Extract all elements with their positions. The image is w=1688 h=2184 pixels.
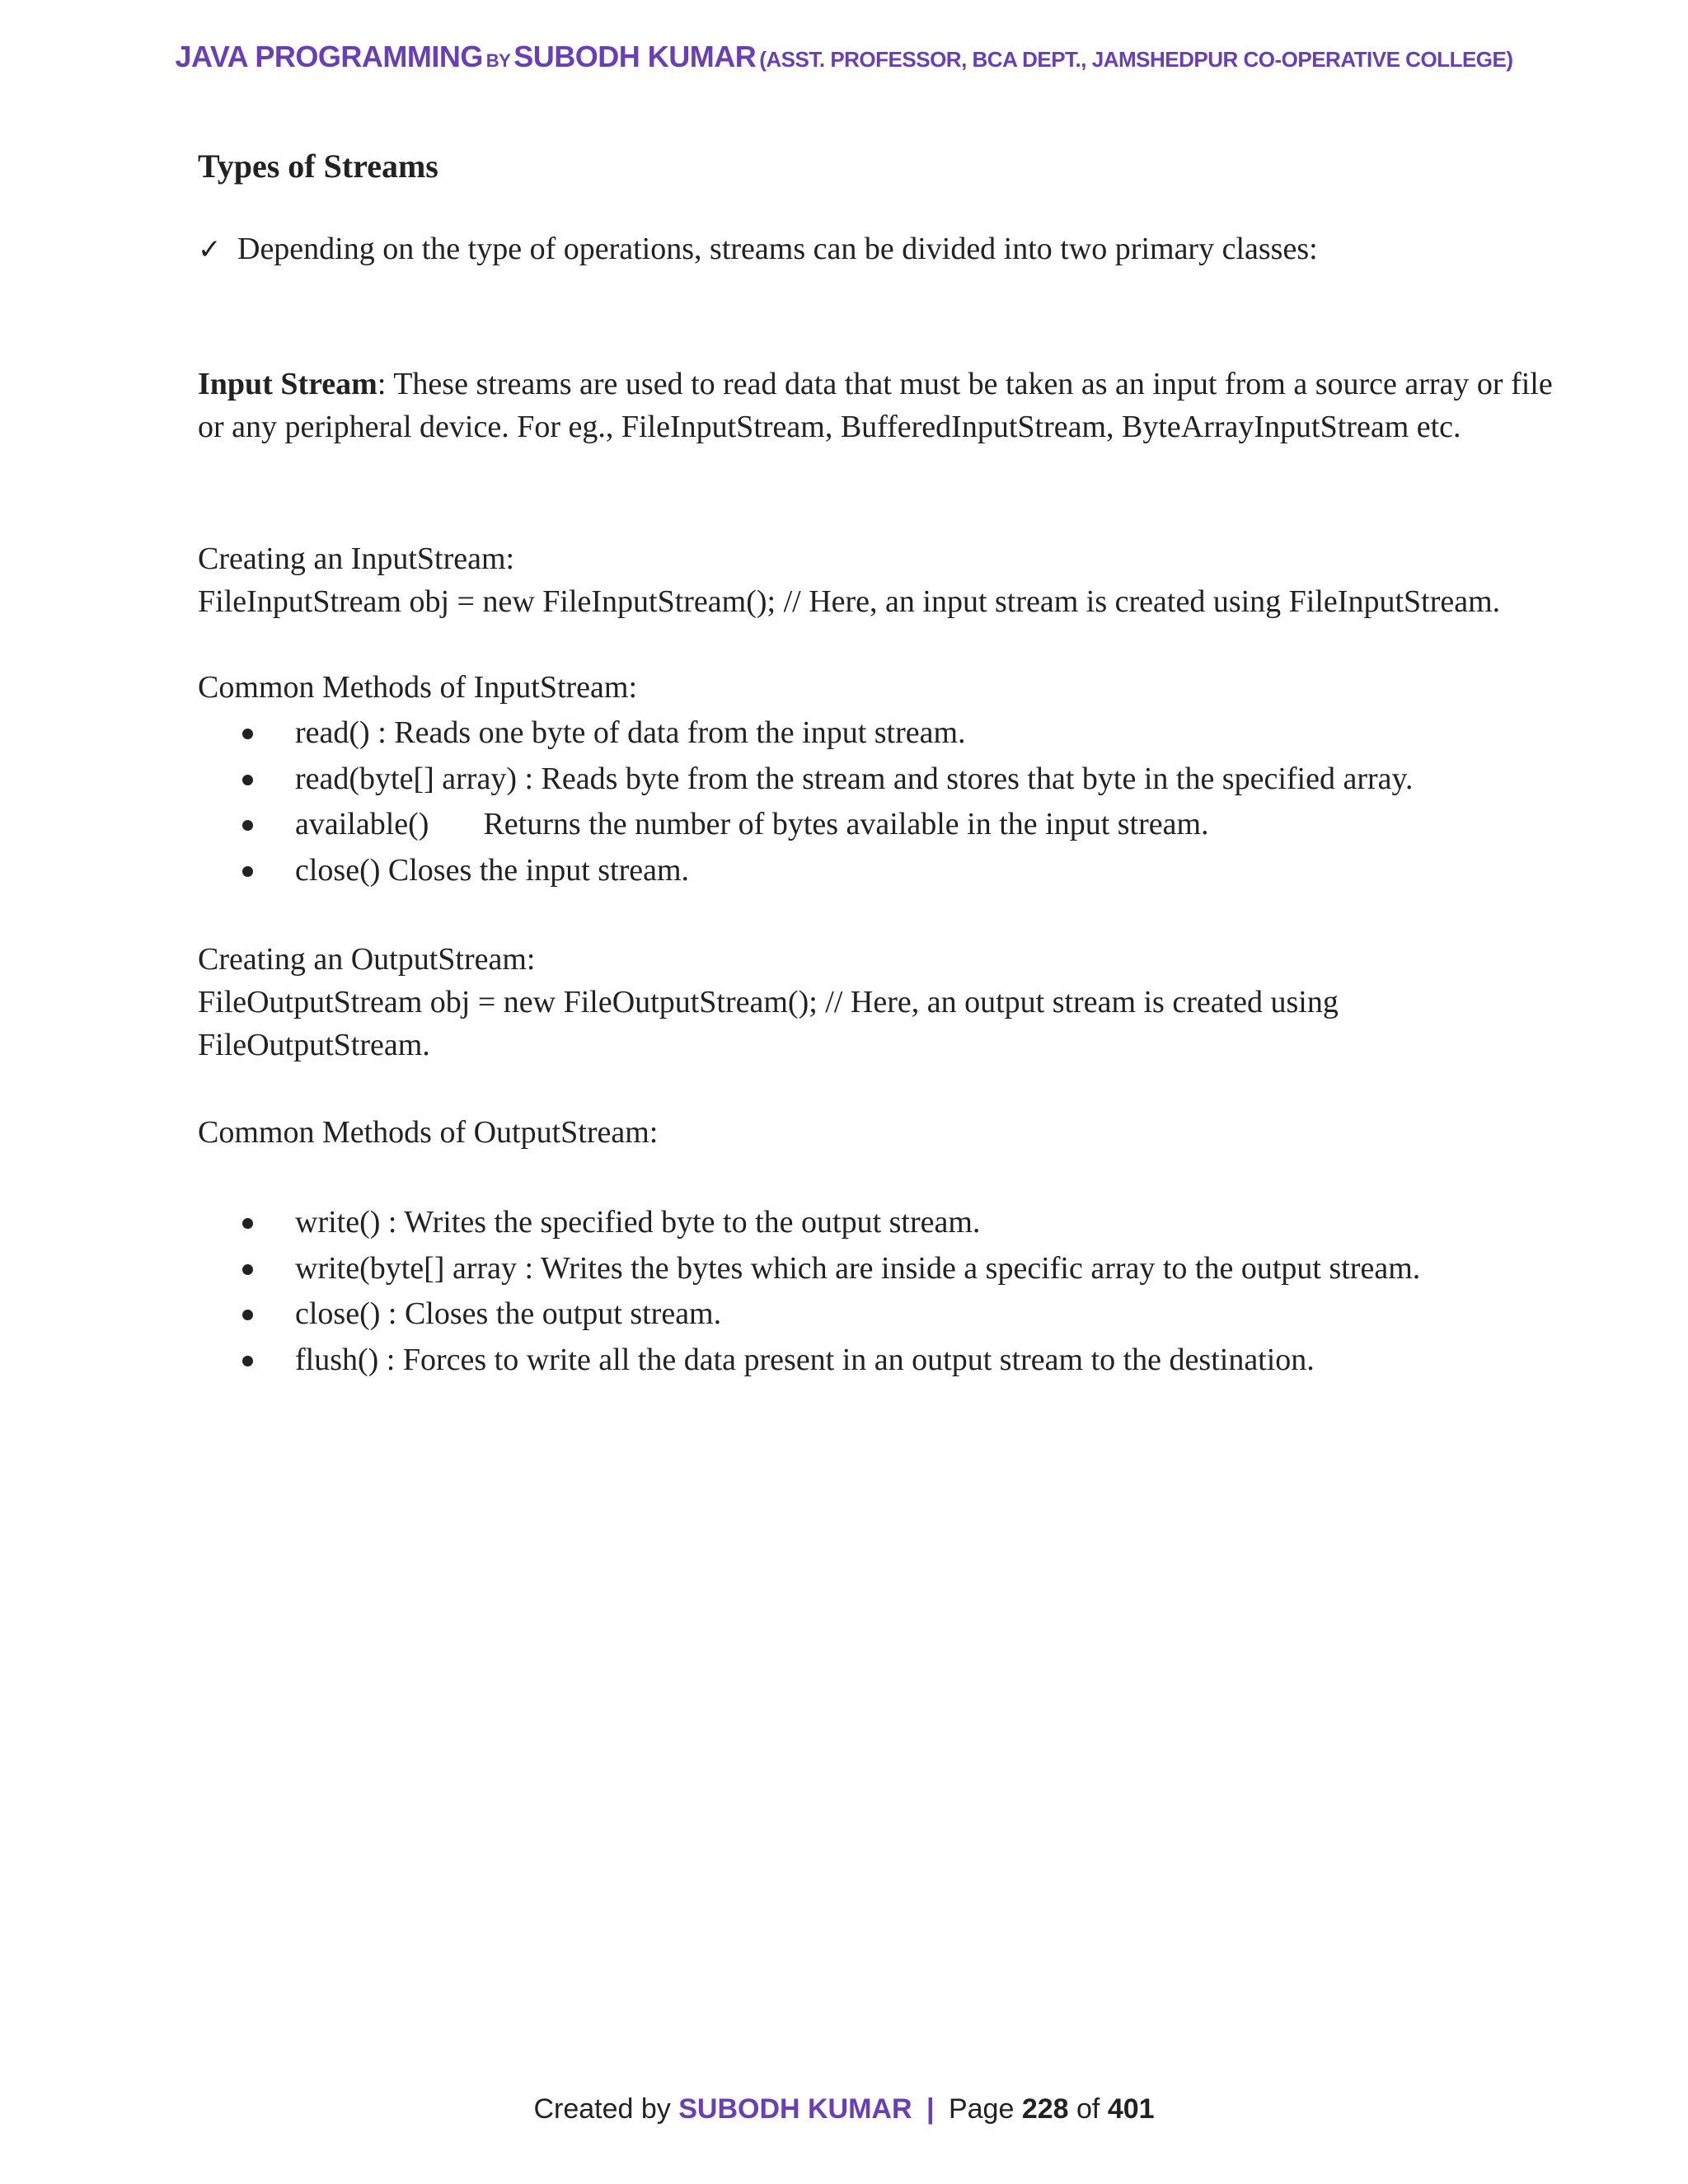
footer-author: SUBODH KUMAR: [678, 2093, 912, 2125]
list-item: write() : Writes the specified byte to the output stream.: [198, 1200, 1420, 1246]
footer-page-label: Page: [948, 2093, 1015, 2125]
footer-created-by: Created by: [533, 2093, 671, 2125]
footer-total-pages: 401: [1107, 2093, 1155, 2125]
section-heading: Types of Streams: [198, 148, 438, 185]
creating-inputstream-code: FileInputStream obj = new FileInputStream(); // Here, an input stream is created using FileInputStream.: [198, 584, 1501, 619]
header-by: BY: [485, 50, 511, 71]
bullet-icon: [242, 729, 253, 739]
bullet-icon: [242, 1218, 253, 1229]
list-item: read() : Reads one byte of data from the input stream.: [198, 710, 1414, 757]
header-author: SUBODH KUMAR: [513, 40, 757, 73]
bullet-icon: [242, 1356, 253, 1366]
creating-inputstream-label: Creating an InputStream:: [198, 541, 515, 576]
page-footer: [0, 2093, 1688, 2125]
input-methods-list: [198, 710, 1414, 893]
bullet-icon: [242, 1310, 253, 1320]
creating-inputstream-block: [198, 537, 1574, 623]
creating-outputstream-code: FileOutputStream obj = new FileOutputStream(); // Here, an output stream is created using FileOutputStream.: [198, 985, 1339, 1062]
bullet-icon: [242, 775, 253, 785]
bullet-icon: [242, 1264, 253, 1275]
creating-outputstream-block: [198, 938, 1574, 1066]
creating-outputstream-label: Creating an OutputStream:: [198, 942, 536, 977]
list-item: flush() : Forces to write all the data present in an output stream to the destination.: [198, 1338, 1420, 1384]
page-header: [0, 40, 1688, 74]
list-item: close() Closes the input stream.: [198, 848, 1414, 894]
list-item: read(byte[] array) : Reads byte from the stream and stores that byte in the specified array.: [198, 757, 1414, 803]
footer-page-number: 228: [1021, 2093, 1069, 2125]
footer-of: of: [1076, 2093, 1100, 2125]
input-stream-paragraph: [198, 363, 1574, 448]
input-methods-label: Common Methods of InputStream:: [198, 670, 638, 705]
intro-text: Depending on the type of operations, streams can be divided into two primary classes:: [237, 232, 1318, 266]
output-methods-list: [198, 1200, 1420, 1383]
checkmark-icon: ✓: [198, 233, 222, 266]
footer-separator: |: [926, 2093, 935, 2125]
output-methods-label: Common Methods of OutputStream:: [198, 1115, 659, 1150]
header-course: JAVA PROGRAMMING: [175, 40, 483, 73]
list-item: close() : Closes the output stream.: [198, 1291, 1420, 1338]
bullet-icon: [242, 820, 253, 831]
list-item: available() Returns the number of bytes available in the input stream.: [198, 802, 1414, 848]
bullet-icon: [242, 866, 253, 877]
list-item: write(byte[] array : Writes the bytes which are inside a specific array to the output stream.: [198, 1246, 1420, 1292]
header-affiliation: (ASST. PROFESSOR, BCA DEPT., JAMSHEDPUR CO-OPERATIVE COLLEGE): [759, 47, 1513, 72]
input-stream-term: Input Stream: [198, 367, 377, 401]
input-stream-description: : These streams are used to read data that must be taken as an input from a source array or file or any peripheral device. For eg., FileInputStream, BufferedInputStream, ByteArrayInputStream etc.: [198, 367, 1553, 444]
intro-line: [198, 231, 1318, 267]
